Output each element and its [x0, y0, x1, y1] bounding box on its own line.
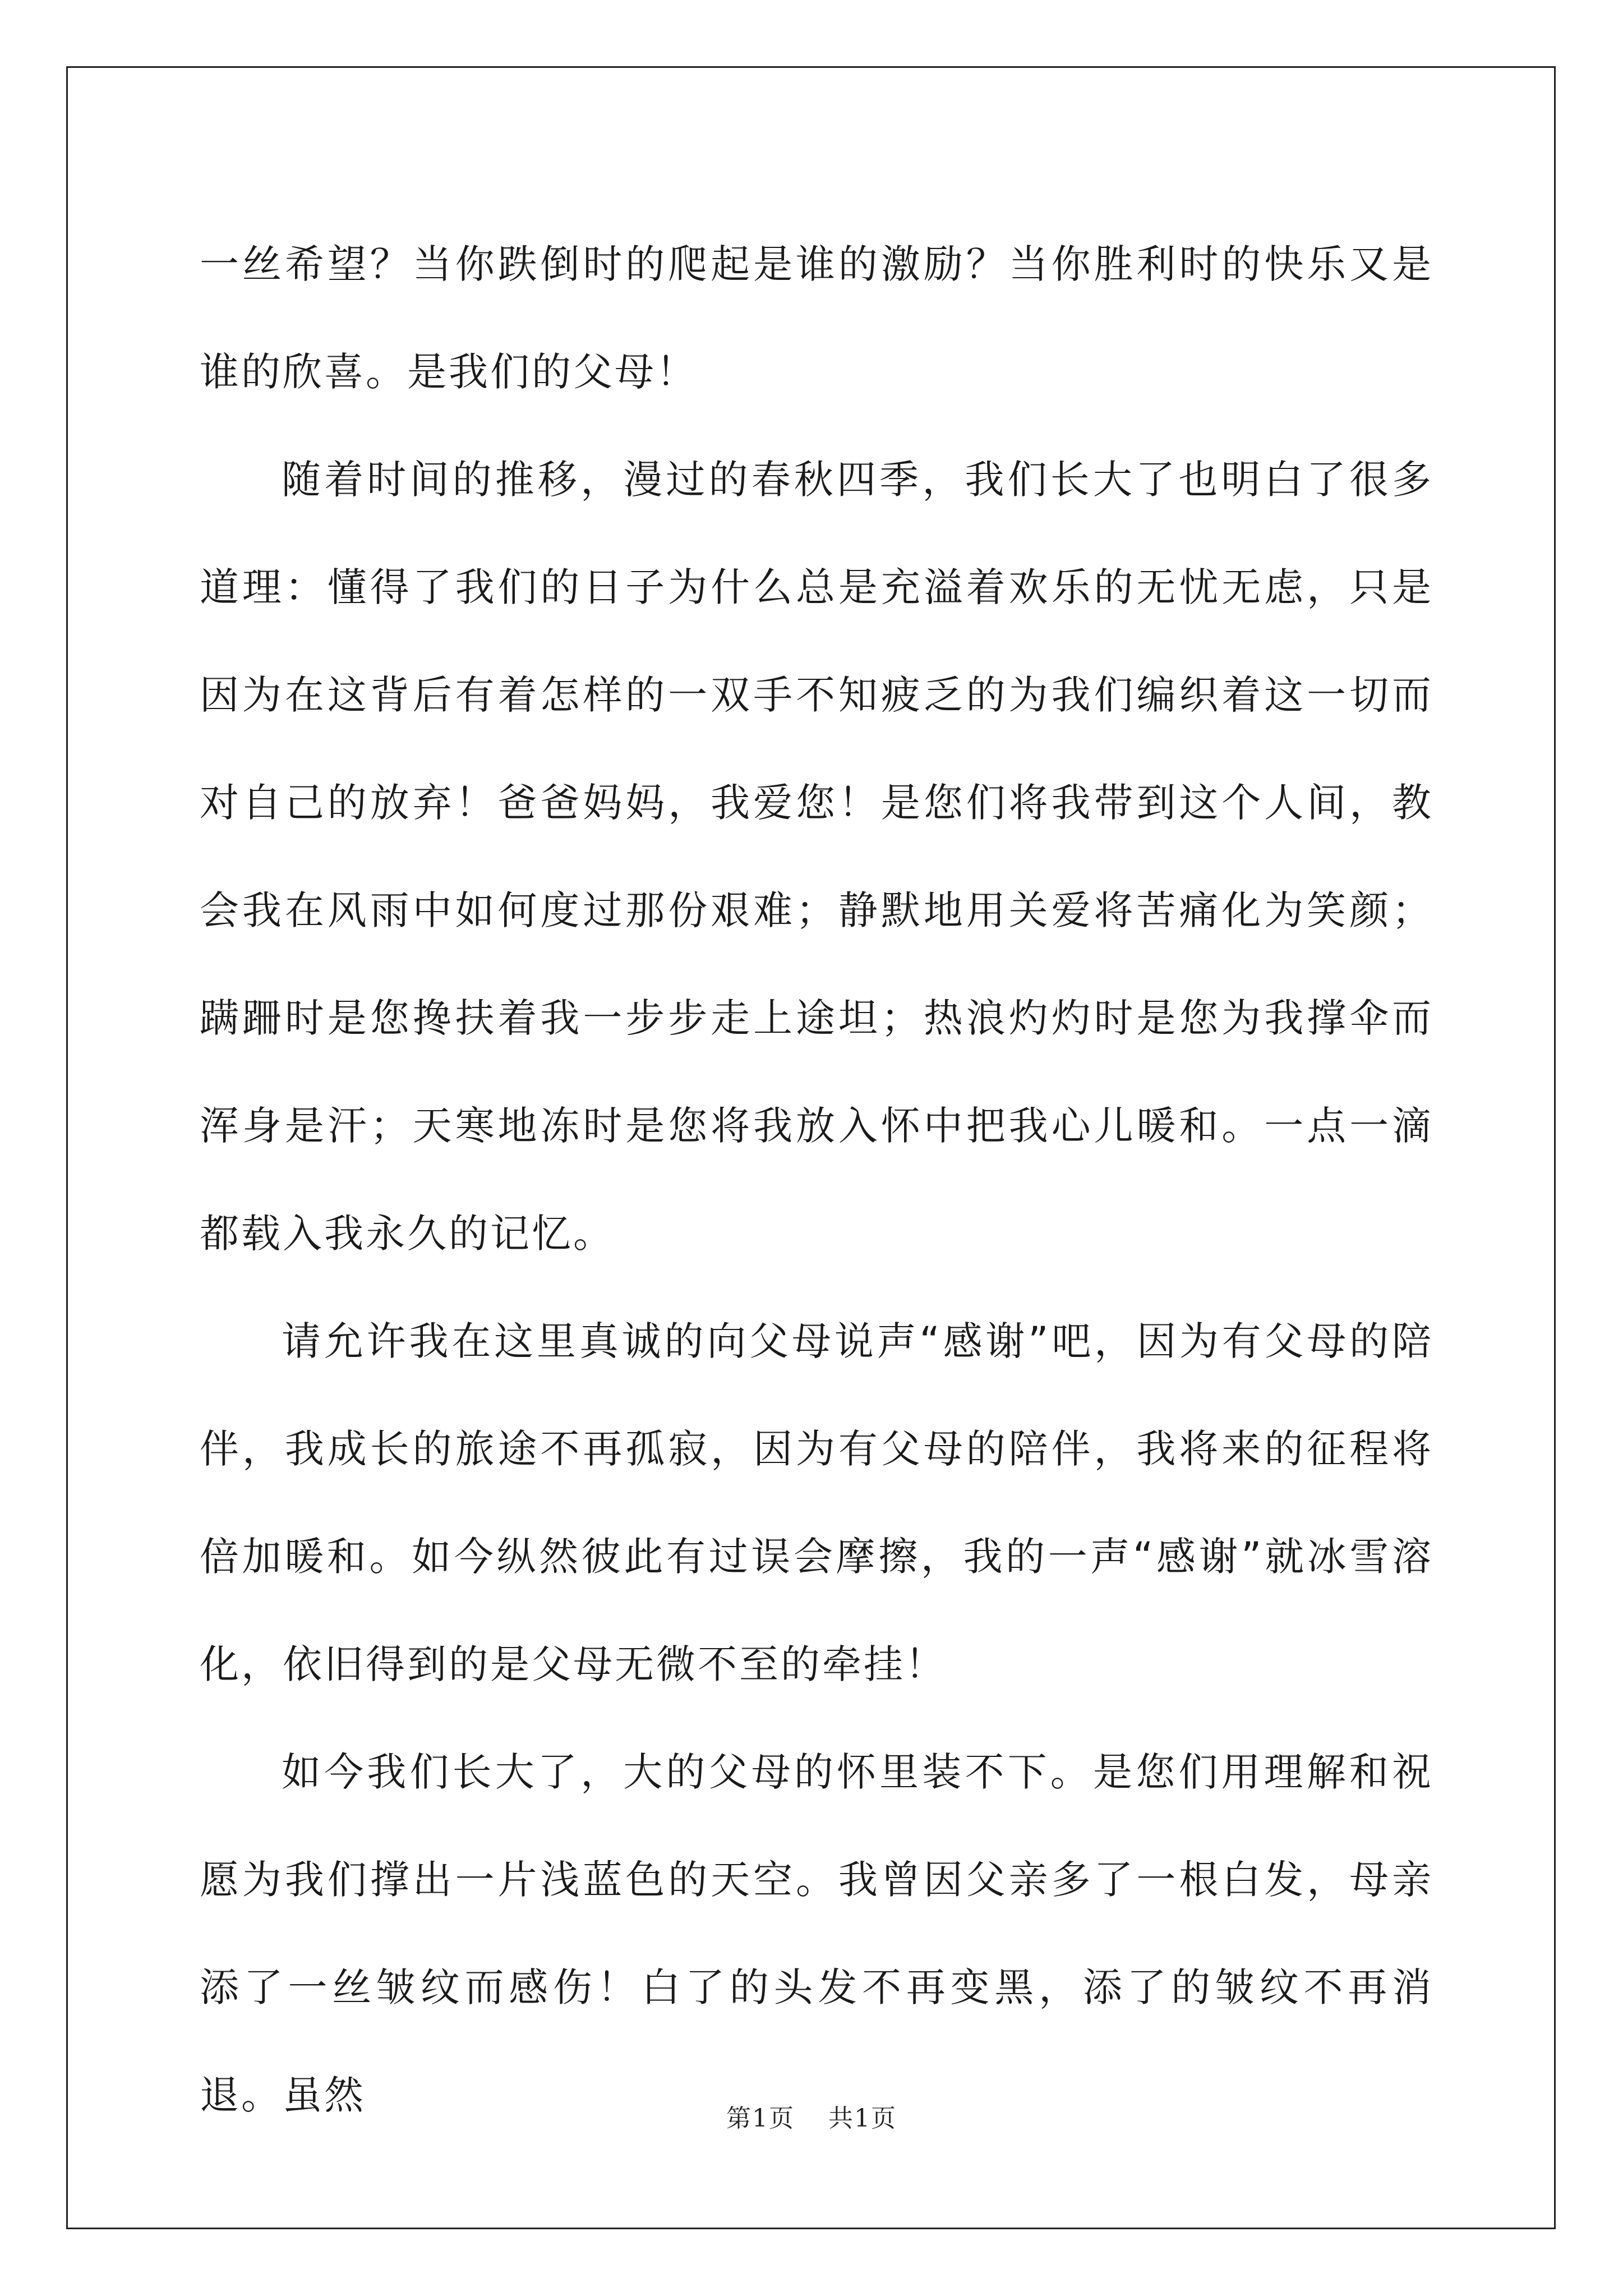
page-number: 第1页	[726, 2104, 795, 2133]
paragraph-3: 请允许我在这里真诚的向父母说声“感谢”吧，因为有父母的陪伴，我成长的旅途不再孤寂，因为有父母的陪伴，我将来的征程将倍加暖和。如今纵然彼此有过误会摩擦，我的一声“感谢”就冰雪溶化，依旧得到的是父母无微不至的牵挂！	[200, 1318, 1433, 1687]
paragraph-2: 随着时间的推移，漫过的春秋四季，我们长大了也明白了很多道理：懂得了我们的日子为什么总是充溢着欢乐的无忧无虑，只是因为在这背后有着怎样的一双手不知疲乏的为我们编织着这一切而对自己的放弃！爸爸妈妈，我爱您！是您们将我带到这个人间，教会我在风雨中如何度过那份艰难；静默地用关爱将苦痛化为笑颜；蹒跚时是您搀扶着我一步步走上途坦；热浪灼灼时是您为我撑伞而浑身是汗；天寒地冻时是您将我放入怀中把我心儿暖和。一点一滴都载入我永久的记忆。	[200, 457, 1433, 1257]
page-total: 共1页	[828, 2104, 897, 2133]
page-footer	[0, 2098, 1623, 2134]
paragraph-1: 一丝希望？当你跌倒时的爬起是谁的激励？当你胜利时的快乐又是谁的欣喜。是我们的父母！	[200, 241, 1433, 395]
paragraph-4: 如今我们长大了，大的父母的怀里装不下。是您们用理解和祝愿为我们撑出一片浅蓝色的天空。我曾因父亲多了一根白发，母亲添了一丝皱纹而感伤！白了的头发不再变黑，添了的皱纹不再消退。虽然	[200, 1749, 1433, 2118]
document-body	[200, 210, 1433, 2149]
